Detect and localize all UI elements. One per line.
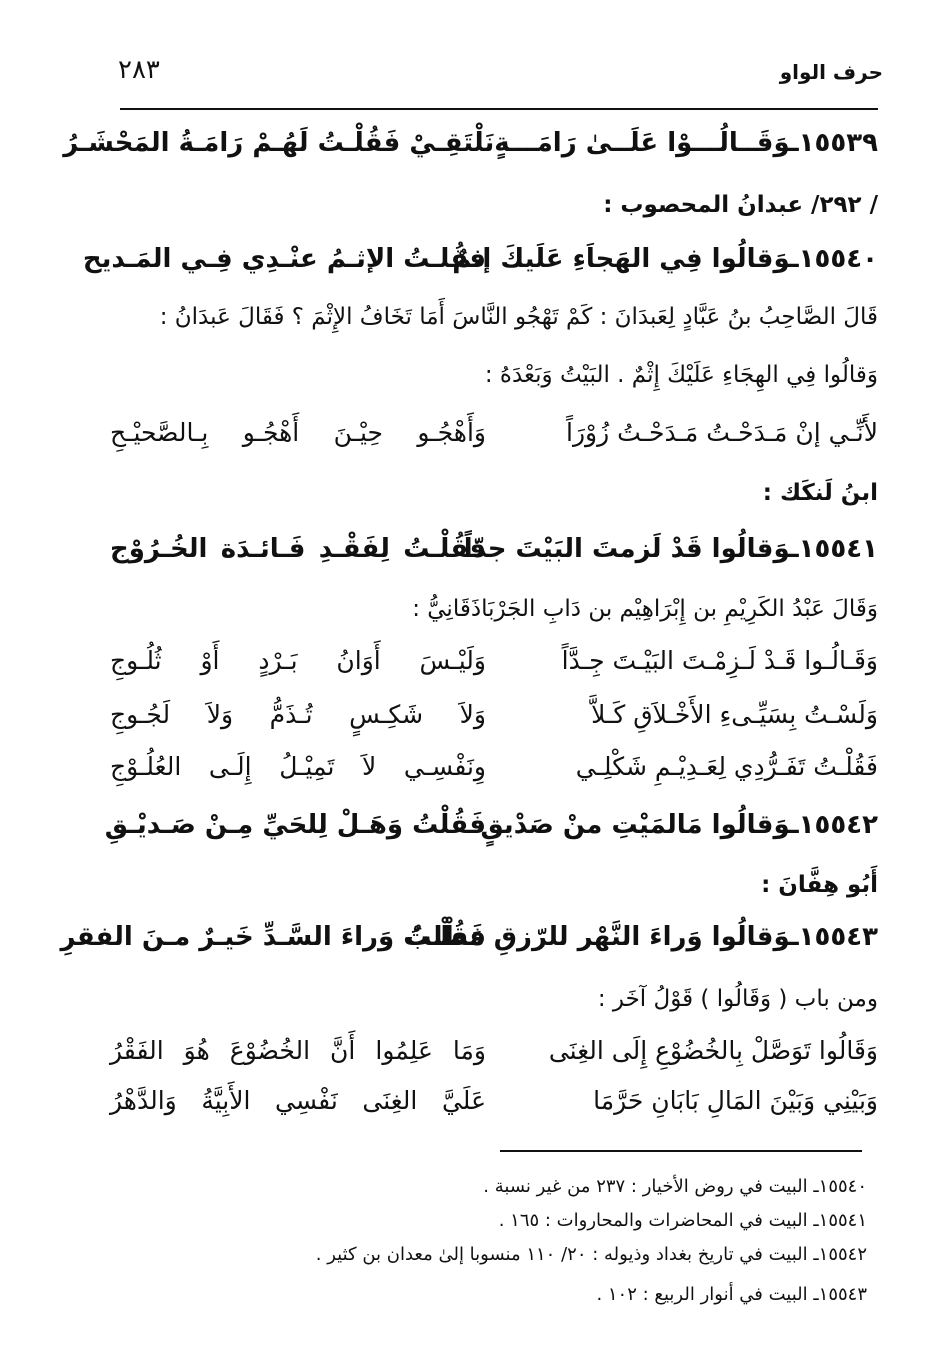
verse-line bbox=[110, 418, 878, 470]
verse-15539 bbox=[63, 128, 878, 180]
first-hemistich: وَقَالُوا تَوَصَّلْ بِالخُضُوْعِ إِلَى الغِنَى bbox=[548, 1036, 878, 1065]
footnote: ١٥٥٤٠ـ البيت في روض الأخيار : ٢٣٧ من غير نسبة . bbox=[483, 1176, 867, 1197]
first-hemistich: وَقالُوا مَالمَيْتِ منْ صَدْيقٍ bbox=[480, 810, 790, 840]
second-hemistich: وَلاَ شَكِـسٍ تُـذَمُّ وَلاَ لَجُـوجِ bbox=[110, 700, 486, 729]
first-hemistich: وَلَسْـتُ بِسَيِّـىءِ الأَخْـلاَقِ كَـلاَّ bbox=[591, 700, 878, 729]
first-hemistich: لأَنِّـي إنْ مَـدَحْـتُ مَـدَحْـتُ زُوْرَاً bbox=[566, 418, 878, 447]
verse-line bbox=[110, 646, 878, 698]
second-hemistich: فقُلـتُ الإثـمُ عنْـدِي فِـي المَـديح bbox=[82, 244, 486, 274]
prose-line: قَالَ الصَّاحِبُ بنُ عَبَّادٍ لِعَبدَانَ : كَمْ تَهْجُو النَّاسَ أَمَا تَخَافُ الإِثْمَ ؟ فَقَالَ عَبدَانُ : bbox=[159, 304, 878, 330]
footnote: ١٥٥٤٣ـ البيت في أنوار الربيع : ١٠٢ . bbox=[596, 1284, 867, 1305]
header-rule bbox=[120, 108, 878, 110]
second-hemistich: وِنَفْسِـي لاَ تَمِيْـلُ إِلَـى العُلُـوْجِ bbox=[110, 752, 486, 781]
prose-line: وَقَالَ عَبْدُ الكَرِيْمِ بن إِبْرَاهِيْم بن دَابِ الجَرْبَاذَقَانِيُّ : bbox=[412, 596, 878, 622]
second-hemistich: فَقُلْـتُ وَراءَ السَّـدِّ خَيـرٌ مـنَ الفقرِ bbox=[60, 922, 486, 952]
verse-number: ١٥٥٤٠ـ bbox=[789, 244, 878, 274]
poet-heading: / ٢٩٢/ عبدانُ المحصوب : bbox=[603, 192, 878, 218]
footnote: ١٥٥٤٢ـ البيت في تاريخ بغداد وذيوله : ٢٠/ ١١٠ منسوبا إلىٰ معدان بن كثير . bbox=[315, 1244, 867, 1265]
poet-heading: ابنُ لَنكَك : bbox=[762, 480, 878, 506]
verse-line bbox=[110, 752, 878, 804]
first-hemistich: وَبَيْنِي وَبَيْنَ المَالِ بَابَانِ حَرَّمَا bbox=[593, 1086, 878, 1115]
verse-15540 bbox=[82, 244, 878, 296]
page-number: ٢٨٣ bbox=[118, 55, 160, 85]
prose-line: ومن باب ( وَقَالُوا ) قَوْلُ آخَر : bbox=[597, 986, 878, 1012]
first-hemistich: وَقالُوا قَدْ لَزمتَ البَيْتَ جدّاً bbox=[463, 534, 790, 564]
verse-15541 bbox=[110, 534, 878, 586]
footnote: ١٥٥٤١ـ البيت في المحاضرات والمحاروات : ١٦٥ . bbox=[498, 1210, 867, 1231]
verse-number: ١٥٥٤٣ـ bbox=[789, 922, 878, 952]
first-hemistich: فَقُلْـتُ تَفَـرُّدِي لِعَـدِيْـمِ شَكْلِـي bbox=[575, 752, 878, 781]
second-hemistich: فقُلْـتُ لِفَقْـدِ فَـائـدَة الخُـرُوْج bbox=[110, 534, 486, 564]
verse-line bbox=[110, 700, 878, 752]
first-hemistich: وَقالُوا فِي الهَجاَءِ عَلَيكَ إثمٌ bbox=[452, 244, 790, 274]
second-hemistich: وَأَهْجُـو حِيْـنَ أَهْجُـو بِـالصَّحيْـحِ bbox=[110, 418, 486, 447]
prose-line: وَقالُوا فِي الهِجَاءِ عَلَيْكَ إِثْمٌ . البَيْتُ وَبَعْدَهُ : bbox=[484, 362, 878, 388]
verse-number: ١٥٥٤١ـ bbox=[789, 534, 878, 564]
verse-number: ١٥٥٤٢ـ bbox=[789, 810, 878, 840]
second-hemistich: وَمَا عَلِمُوا أَنَّ الخُضُوْعَ هُوَ الفَقْرُ bbox=[110, 1036, 486, 1065]
first-hemistich: وَقَـالُـوا قَـدْ لَـزِمْـتَ البَيْـتَ جِـدَّاً bbox=[561, 646, 878, 675]
chapter-title: حرف الواو bbox=[779, 60, 883, 84]
first-hemistich: وَقالُوا وَراءَ النَّهْر للرّزقِ مَطْلبٌ bbox=[405, 922, 790, 952]
second-hemistich: فَقُلْتُ وَهَـلْ لِلحَيِّ مِـنْ صَـديْـقِ bbox=[104, 810, 486, 840]
verse-15543 bbox=[60, 922, 878, 974]
verse-line bbox=[110, 1036, 878, 1088]
verse-number: ١٥٥٣٩ـ bbox=[789, 128, 878, 158]
second-hemistich: نَلْتَقِـيْ فَقُلْـتُ لَهُـمْ رَامَـةُ المَحْشَـرُ bbox=[63, 128, 495, 158]
second-hemistich: عَلَيَّ الغِنَى نَفْسِي الأَبِيَّةُ وَالدَّهْرُ bbox=[110, 1086, 486, 1115]
verse-15542 bbox=[104, 810, 878, 862]
footnote-rule bbox=[500, 1150, 862, 1152]
poet-heading: أَبُو هِفَّانَ : bbox=[761, 872, 878, 898]
verse-line bbox=[110, 1086, 878, 1138]
second-hemistich: وَلَيْـسَ أَوَانُ بَـرْدٍ أَوْ ثُلُـوجِ bbox=[110, 646, 486, 675]
first-hemistich: وَقَــالُـــوْا عَلَــىٰ رَامَـــةٍ bbox=[494, 128, 790, 158]
